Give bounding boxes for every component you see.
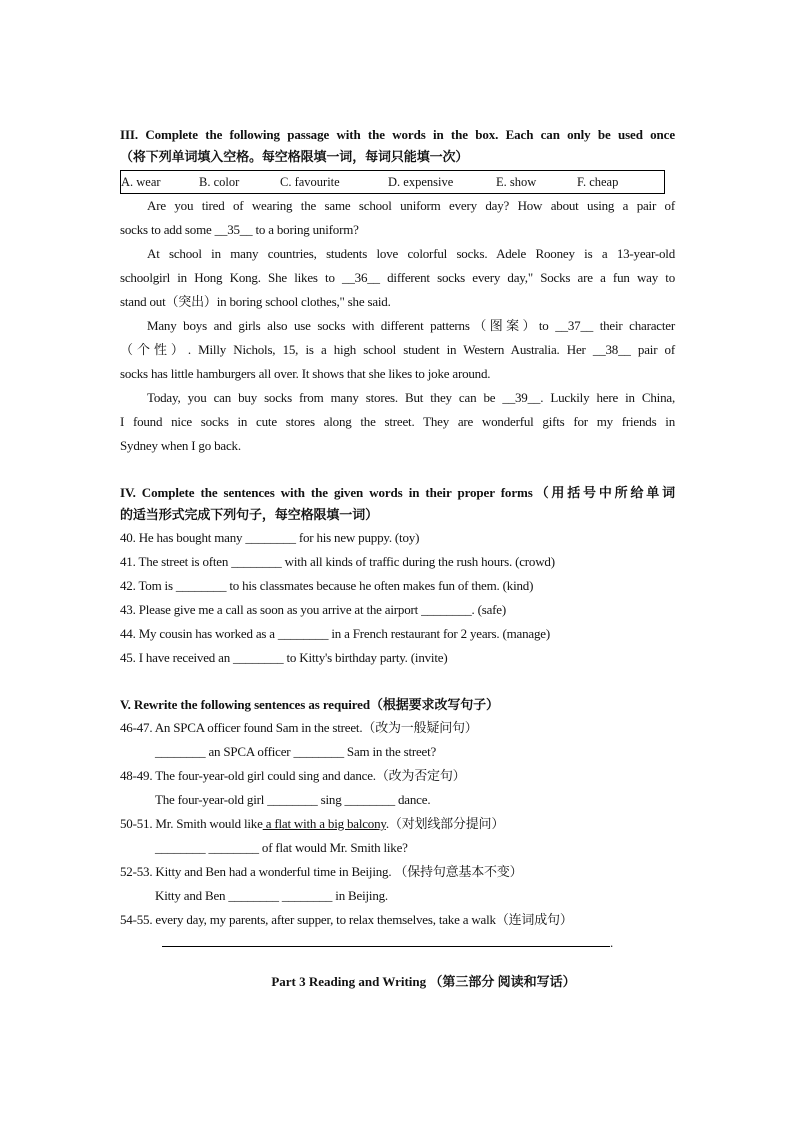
question-40: 40. He has bought many ________ for his new puppy. (toy): [120, 530, 420, 545]
passage-line: Are you tired of wearing the same school uniform every day? How about using a pair of: [147, 198, 675, 213]
section5-heading: V. Rewrite the following sentences as required（根据要求改写句子）: [120, 697, 499, 712]
question-50-51-post: .（对划线部分提问）: [385, 816, 505, 831]
word-option-d: D. expensive: [388, 175, 454, 189]
section3-heading-line1: III. Complete the following passage with the words in the box. Each can only be used once: [120, 127, 675, 142]
passage-paragraph-1: [120, 194, 675, 242]
question-50-51: [120, 812, 675, 836]
answer-46-47: ________ an SPCA officer ________ Sam in the street?: [155, 744, 437, 759]
passage-line: stand out（突出）in boring school clothes," she said.: [120, 294, 391, 309]
passage-paragraph-2: [120, 242, 675, 314]
passage-paragraph-4: [120, 386, 675, 458]
passage-line: Sydney when I go back.: [120, 438, 241, 453]
section4-heading-line1: IV. Complete the sentences with the given words in their proper forms（用括号中所给单词: [120, 485, 675, 500]
part3-title: Part 3 Reading and Writing （第三部分 阅读和写话）: [271, 974, 576, 989]
section4-heading-line2: 的适当形式完成下列句子，每空格限填一词）: [120, 507, 379, 522]
word-option-e: E. show: [496, 175, 537, 189]
answer-blank-line: [162, 932, 610, 947]
section3-heading-line2: （将下列单词填入空格。每空格限填一词，每词只能填一次）: [120, 149, 469, 164]
word-option-f: F. cheap: [577, 175, 619, 189]
passage-paragraph-3: [120, 314, 675, 386]
question-42: 42. Tom is ________ to his classmates because he often makes fun of them. (kind): [120, 578, 534, 593]
passage-line: I found nice socks in cute stores along the street. They are wonderful gifts for my friends in: [120, 414, 675, 429]
question-54-55: 54-55. every day, my parents, after supper, to relax themselves, take a walk（连词成句）: [120, 912, 573, 927]
question-48-49: 48-49. The four-year-old girl could sing and dance.（改为否定句）: [120, 768, 466, 783]
answer-48-49: The four-year-old girl ________ sing ________ dance.: [155, 792, 431, 807]
passage-line: （个性）. Milly Nichols, 15, is a high school student in Western Australia. Her __38__ pair of: [120, 342, 675, 357]
word-option-c: C. favourite: [280, 175, 340, 189]
question-41: 41. The street is often ________ with all kinds of traffic during the rush hours. (crowd): [120, 554, 555, 569]
word-option-b: B. color: [199, 175, 240, 189]
passage-line: At school in many countries, students love colorful socks. Adele Rooney is a 13-year-old: [147, 246, 675, 261]
worksheet-page: [120, 124, 675, 1007]
passage-line: socks to add some __35__ to a boring uniform?: [120, 222, 359, 237]
question-50-51-pre: 50-51. Mr. Smith would like: [120, 816, 263, 831]
question-45: 45. I have received an ________ to Kitty's birthday party. (invite): [120, 650, 448, 665]
passage-line: Many boys and girls also use socks with different patterns（图案）to __37__ their character: [147, 318, 675, 333]
question-43: 43. Please give me a call as soon as you arrive at the airport ________. (safe): [120, 602, 506, 617]
passage-line: schoolgirl in Hong Kong. She likes to __36__ different socks every day," Socks are a fun way to: [120, 270, 675, 285]
word-option-a: A. wear: [121, 175, 161, 189]
underlined-phrase: a flat with a big balcony: [262, 816, 386, 831]
answer-50-51: ________ ________ of flat would Mr. Smith like?: [155, 840, 408, 855]
question-46-47: 46-47. An SPCA officer found Sam in the street.（改为一般疑问句）: [120, 720, 478, 735]
answer-end-period: .: [610, 935, 614, 950]
answer-52-53: Kitty and Ben ________ ________ in Beijing.: [155, 888, 388, 903]
passage-line: Today, you can buy socks from many stores. But they can be __39__. Luckily here in China,: [147, 390, 675, 405]
passage-line: socks has little hamburgers all over. It shows that she likes to joke around.: [120, 366, 491, 381]
question-52-53: 52-53. Kitty and Ben had a wonderful time in Beijing. （保持句意基本不变）: [120, 864, 523, 879]
answer-54-55: [120, 932, 675, 956]
question-44: 44. My cousin has worked as a ________ in a French restaurant for 2 years. (manage): [120, 626, 550, 641]
word-box: [120, 170, 665, 194]
